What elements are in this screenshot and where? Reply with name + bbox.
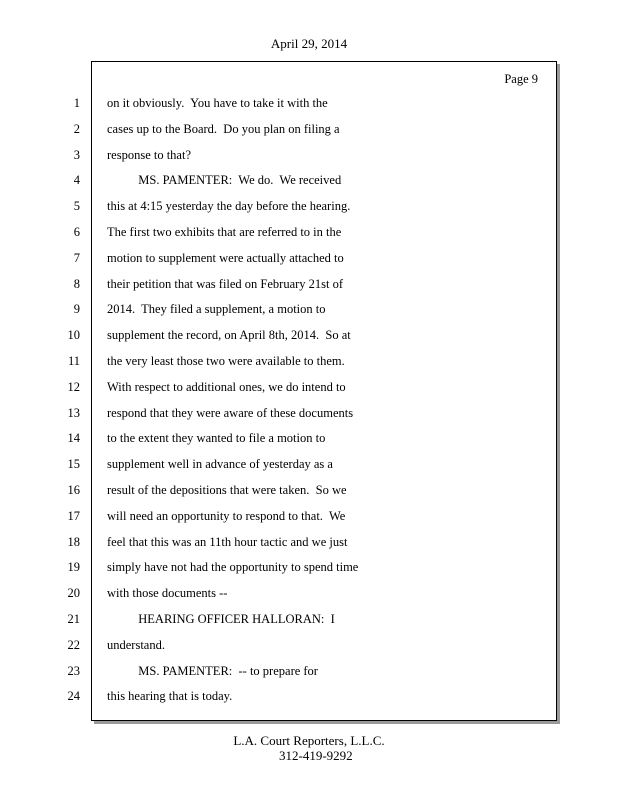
transcript-line: 2014. They filed a supplement, a motion to — [107, 302, 326, 316]
transcript-line: simply have not had the opportunity to spend time — [107, 560, 359, 574]
transcript-line: MS. PAMENTER: We do. We received — [107, 173, 342, 187]
transcript-line: The first two exhibits that are referred to in the — [107, 225, 342, 239]
transcript-line: HEARING OFFICER HALLORAN: I — [107, 612, 335, 626]
transcript-line: respond that they were aware of these documents — [107, 406, 354, 420]
line-number: 1 — [73, 96, 80, 110]
line-number: 4 — [73, 173, 80, 187]
transcript-line: supplement well in advance of yesterday as a — [107, 457, 333, 471]
transcript-line: response to that? — [107, 148, 192, 162]
line-number: 23 — [67, 664, 80, 678]
line-number: 10 — [67, 328, 80, 342]
line-number: 15 — [67, 457, 80, 471]
line-number: 18 — [67, 535, 80, 549]
line-number: 7 — [73, 251, 80, 265]
transcript-line: result of the depositions that were taken. So we — [107, 483, 347, 497]
line-number: 13 — [67, 406, 80, 420]
transcript-line: supplement the record, on April 8th, 2014. So at — [107, 328, 351, 342]
line-number: 11 — [67, 354, 80, 368]
line-number: 24 — [67, 689, 80, 703]
transcript-line: to the extent they wanted to file a motion to — [107, 431, 326, 445]
line-number: 5 — [73, 199, 80, 213]
line-number: 12 — [67, 380, 80, 394]
footer-phone: 312-419-9292 — [279, 748, 353, 763]
transcript-line: will need an opportunity to respond to that. We — [107, 509, 346, 523]
transcript-line: cases up to the Board. Do you plan on filing a — [107, 122, 340, 136]
line-number: 19 — [67, 560, 80, 574]
line-number: 16 — [67, 483, 80, 497]
line-number: 9 — [73, 302, 80, 316]
line-number: 3 — [73, 148, 80, 162]
transcript-line: this hearing that is today. — [107, 689, 233, 703]
line-number: 2 — [73, 122, 80, 136]
transcript-line: the very least those two were available to them. — [107, 354, 345, 368]
transcript-line: feel that this was an 11th hour tactic and we just — [107, 535, 348, 549]
line-number: 17 — [67, 509, 80, 523]
line-number: 20 — [67, 586, 80, 600]
transcript-line: this at 4:15 yesterday the day before the hearing. — [107, 199, 351, 213]
transcript-line: with those documents -- — [107, 586, 228, 600]
line-number: 22 — [67, 638, 80, 652]
line-number: 14 — [67, 431, 80, 445]
page-number: Page 9 — [504, 72, 538, 86]
transcript-line: on it obviously. You have to take it with the — [107, 96, 328, 110]
transcript-line: MS. PAMENTER: -- to prepare for — [107, 664, 318, 678]
transcript-line: their petition that was filed on February 21st of — [107, 277, 344, 291]
transcript-line: motion to supplement were actually attached to — [107, 251, 344, 265]
transcript-line: understand. — [107, 638, 165, 652]
line-number: 8 — [73, 277, 80, 291]
header-date: April 29, 2014 — [270, 36, 348, 51]
transcript-line: With respect to additional ones, we do intend to — [107, 380, 346, 394]
line-number: 21 — [67, 612, 80, 626]
line-number: 6 — [73, 225, 80, 239]
footer-company: L.A. Court Reporters, L.L.C. — [233, 733, 385, 748]
